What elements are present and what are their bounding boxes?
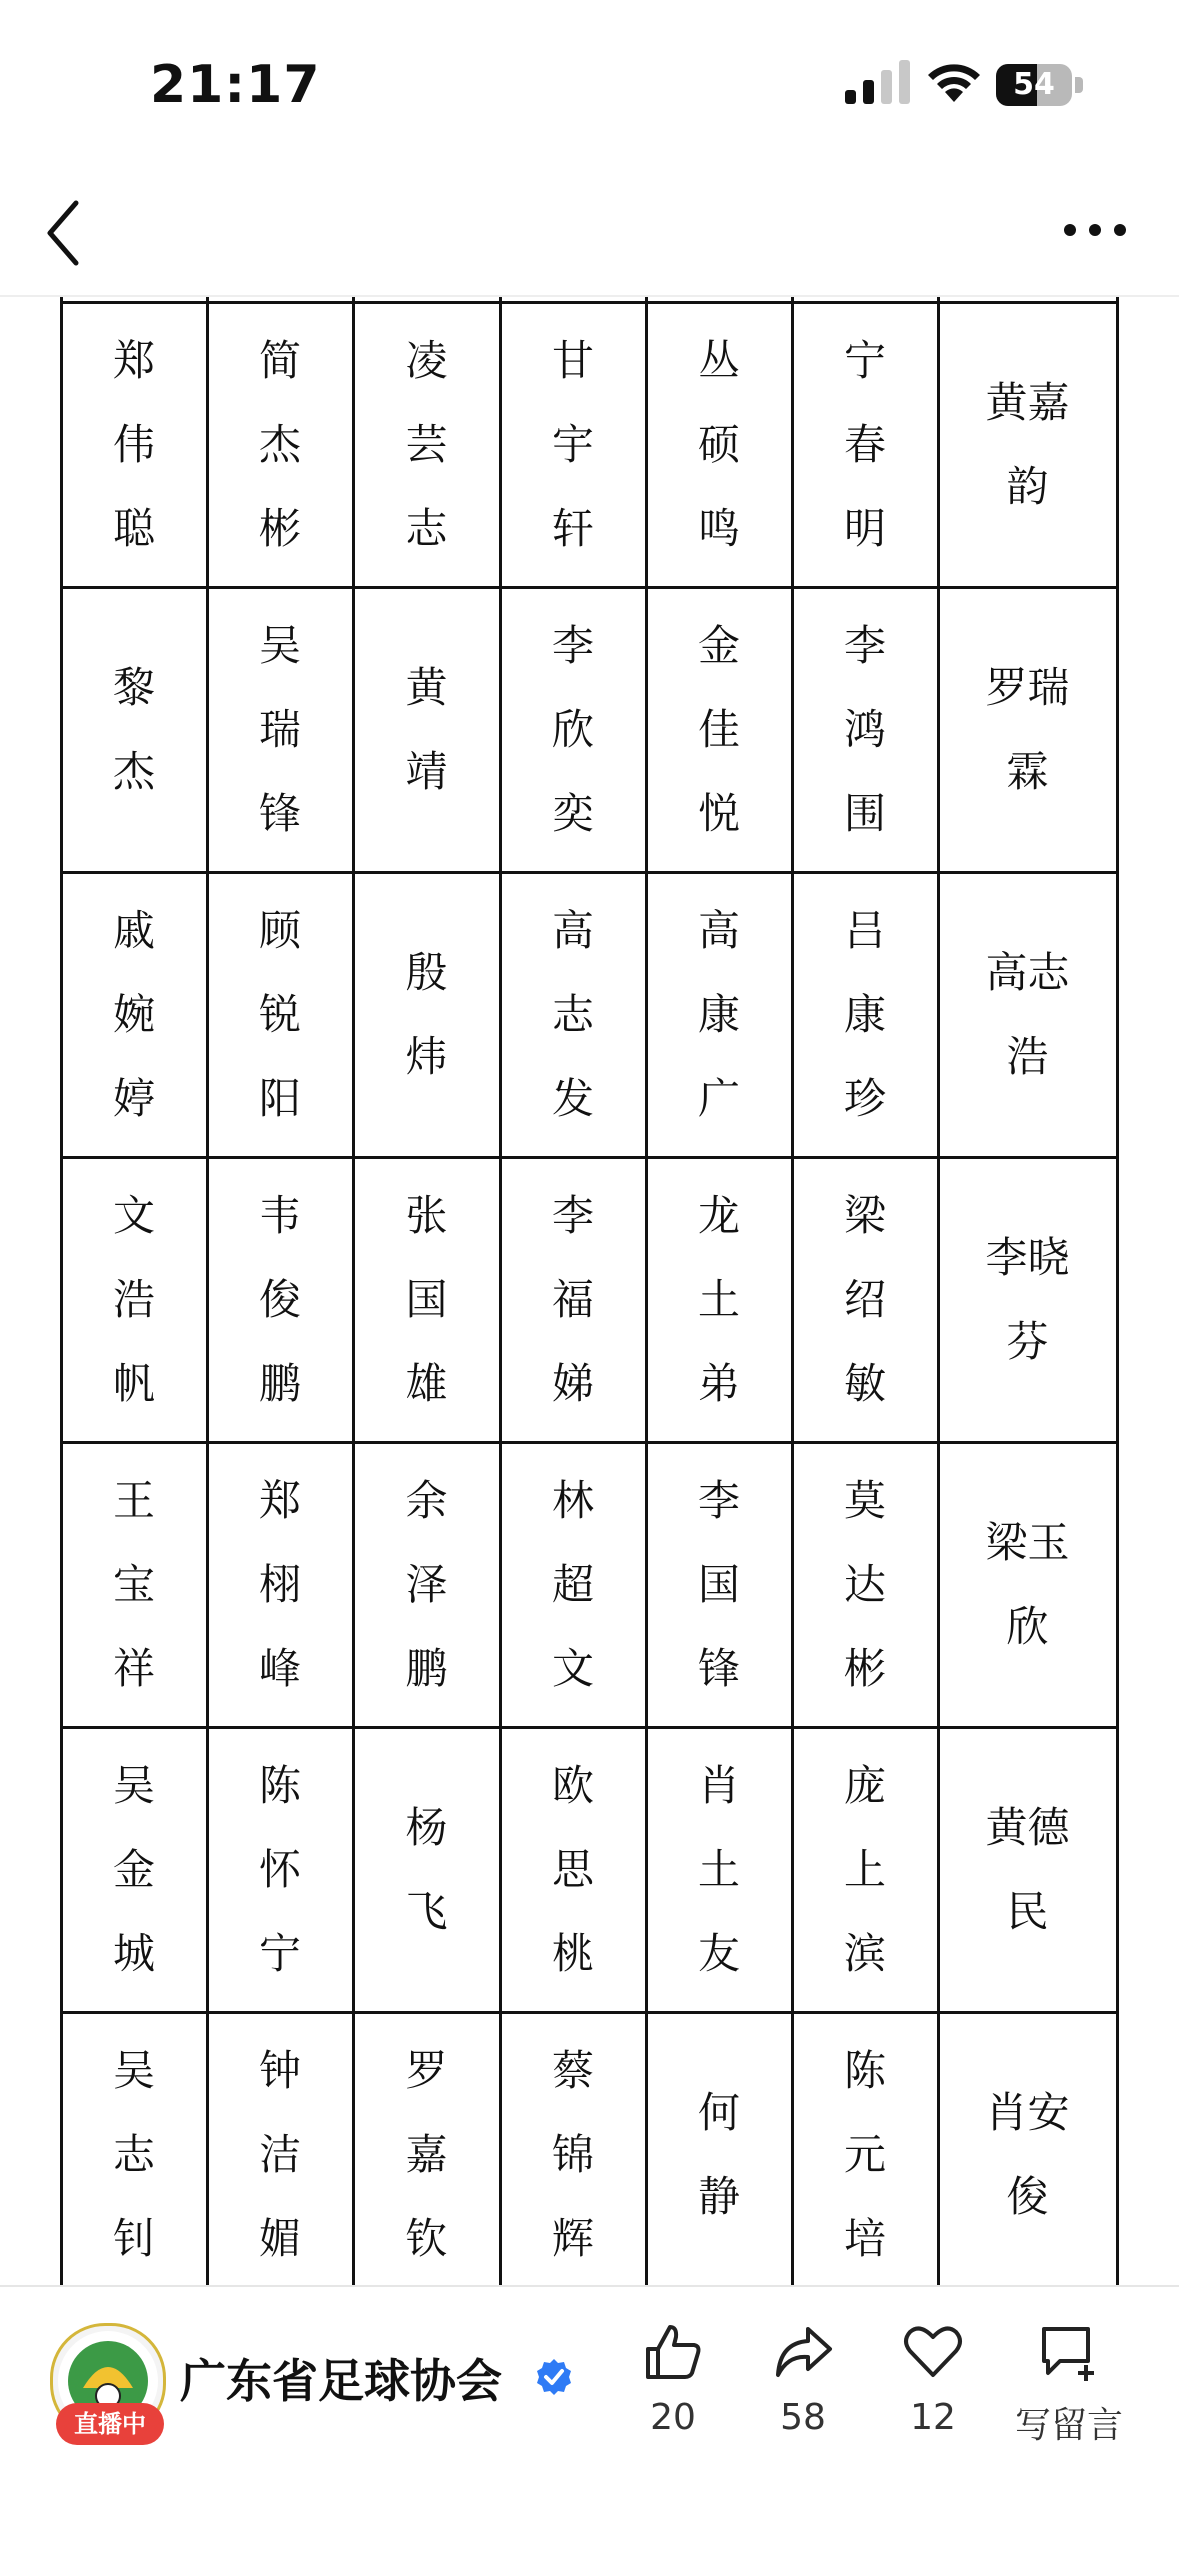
name-cell: 李晓 芬 (985, 1232, 1070, 1366)
name-cell: 梁玉 欣 (985, 1517, 1070, 1651)
back-arrow-icon[interactable] (40, 193, 90, 273)
name-cell: 张 国 雄 (405, 1190, 448, 1408)
name-cell: 莫 达 彬 (843, 1475, 886, 1693)
name-cell: 吴 志 钊 (112, 2045, 155, 2263)
comment-icon (1038, 2321, 1100, 2383)
name-cell: 肖安 俊 (985, 2087, 1070, 2221)
share-button[interactable] (748, 2321, 858, 2438)
wifi-icon (925, 58, 983, 104)
name-cell: 戚 婉 婷 (112, 905, 155, 1123)
name-cell: 罗 嘉 钦 (405, 2045, 448, 2263)
name-cell: 高志 浩 (985, 947, 1070, 1081)
footer-bar (0, 2285, 1179, 2558)
status-time: 21:17 (150, 55, 321, 115)
name-cell: 丛 硕 鸣 (697, 335, 740, 553)
name-cell: 郑 伟 聪 (112, 335, 155, 553)
name-cell: 杨 飞 (405, 1802, 448, 1936)
name-cell: 陈 元 培 (843, 2045, 886, 2263)
heart-icon (902, 2321, 964, 2383)
name-cell: 罗瑞 霖 (985, 662, 1070, 796)
account-name[interactable]: 广东省足球协会 (180, 2354, 502, 2408)
name-cell: 李 鸿 围 (843, 620, 886, 838)
name-cell: 韦 俊 鹏 (258, 1190, 301, 1408)
name-cell: 吴 瑞 锋 (258, 620, 301, 838)
name-cell: 庞 上 滨 (843, 1760, 886, 1978)
name-cell: 黄 靖 (405, 662, 448, 796)
battery-percentage: 54 (1013, 67, 1055, 102)
name-cell: 李 福 娣 (551, 1190, 594, 1408)
name-cell: 黄德 民 (985, 1802, 1070, 1936)
name-cell: 顾 锐 阳 (258, 905, 301, 1123)
favorite-button[interactable] (878, 2321, 988, 2438)
name-cell: 王 宝 祥 (112, 1475, 155, 1693)
name-grid-area (0, 297, 1179, 2285)
name-cell: 肖 土 友 (697, 1760, 740, 1978)
thumbs-up-icon (642, 2321, 704, 2383)
name-cell: 李 欣 奕 (551, 620, 594, 838)
name-cell: 凌 芸 志 (405, 335, 448, 553)
name-cell: 林 超 文 (551, 1475, 594, 1693)
name-cell: 黄嘉 韵 (985, 377, 1070, 511)
status-bar (0, 0, 1179, 175)
name-cell: 何 静 (697, 2087, 740, 2221)
like-count: 20 (650, 2397, 696, 2438)
name-cell: 梁 绍 敏 (843, 1190, 886, 1408)
comment-label: 写留言 (1014, 2405, 1123, 2446)
name-grid (61, 297, 1117, 2285)
share-icon (772, 2321, 834, 2383)
comment-button[interactable] (1004, 2321, 1134, 2448)
battery-icon (996, 64, 1084, 106)
name-cell: 甘 宇 轩 (551, 335, 594, 553)
share-count: 58 (780, 2397, 826, 2438)
nav-bar (0, 175, 1179, 297)
name-cell: 金 佳 悦 (697, 620, 740, 838)
favorite-count: 12 (910, 2397, 956, 2438)
name-cell: 陈 怀 宁 (258, 1760, 301, 1978)
name-cell: 宁 春 明 (843, 335, 886, 553)
name-cell: 高 志 发 (551, 905, 594, 1123)
name-cell: 李 国 锋 (697, 1475, 740, 1693)
cellular-signal-icon (845, 60, 911, 104)
name-cell: 钟 洁 媚 (258, 2045, 301, 2263)
name-cell: 龙 土 弟 (697, 1190, 740, 1408)
name-cell: 文 浩 帆 (112, 1190, 155, 1408)
name-cell: 余 泽 鹏 (405, 1475, 448, 1693)
name-cell: 吕 康 珍 (843, 905, 886, 1123)
name-cell: 简 杰 彬 (258, 335, 301, 553)
name-cell: 黎 杰 (112, 662, 155, 796)
name-cell: 吴 金 城 (112, 1760, 155, 1978)
verified-badge-icon (535, 2358, 573, 2396)
name-cell: 殷 炜 (405, 947, 448, 1081)
name-cell: 郑 栩 峰 (258, 1475, 301, 1693)
name-cell: 高 康 广 (697, 905, 740, 1123)
name-cell: 欧 思 桃 (551, 1760, 594, 1978)
more-options-icon[interactable] (1060, 210, 1130, 250)
like-button[interactable] (618, 2321, 728, 2438)
name-cell: 蔡 锦 辉 (551, 2045, 594, 2263)
live-badge[interactable]: 直播中 (56, 2403, 164, 2445)
